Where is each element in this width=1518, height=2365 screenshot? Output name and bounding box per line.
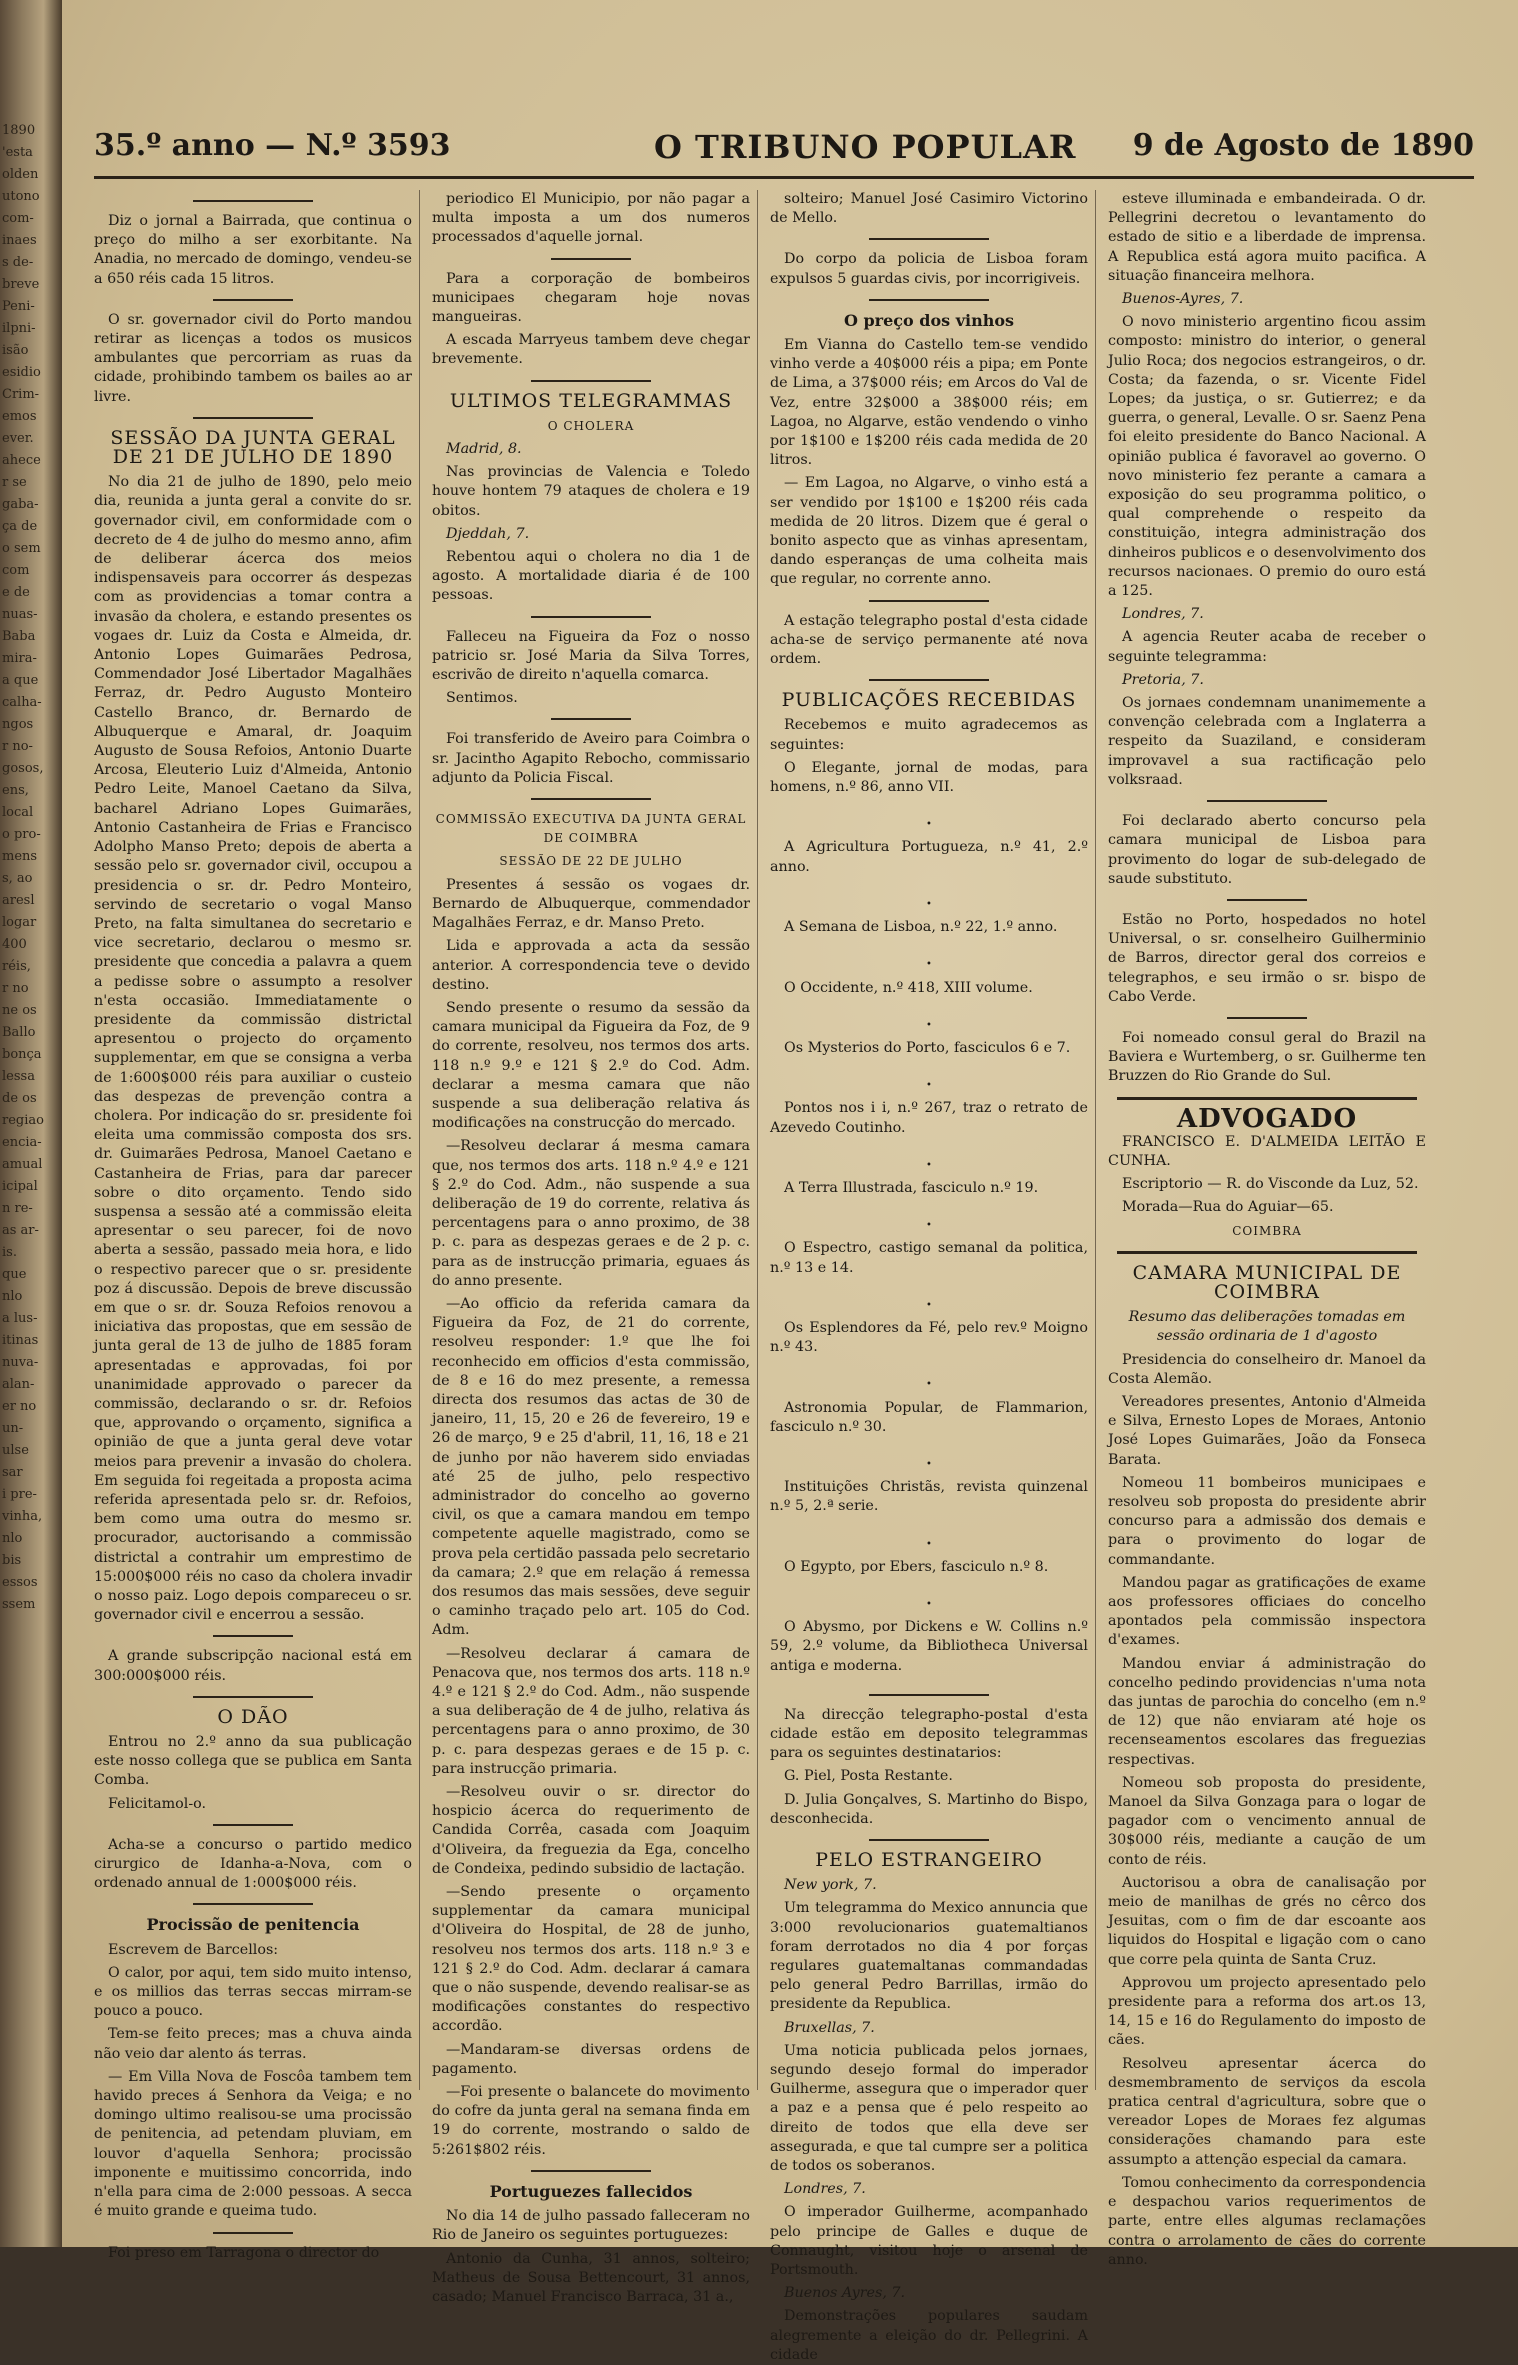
separator [1207, 800, 1327, 802]
subheading-camara: Resumo das deliberações tomadas em sessão ordinaria de 1 d'agosto [1128, 1309, 1406, 1345]
spine-line: i pre- [2, 1487, 37, 1502]
article-estacao: A estação telegrapho postal d'esta cidade acha-se de serviço permanente até nova ordem. [770, 612, 1088, 668]
article-camara-4: Mandou pagar as gratificações de exame aos professores officiaes do concelho apontados pela commissão inspectora d'exames. [1108, 1574, 1426, 1649]
foreign-place-newyork: New york, 7. [784, 1877, 877, 1894]
spine-line: olden [2, 167, 39, 182]
foreign-newyork: Um telegramma do Mexico annuncia que 3:000 revolucionarios guatemaltianos foram derrotados no dia 4 por forças regulares guatemaltanas commandadas pelo general Pedro Barrillas, irmão do presidente da Republica. [770, 1900, 1088, 2013]
article-ce-1: Presentes á sessão os vogaes dr. Bernardo de Albuquerque, commendador Magalhães Ferraz, e dr. Manso Preto. [432, 876, 750, 932]
spine-line: 1890 [2, 123, 36, 138]
separator [869, 299, 989, 301]
foreign-ministerio: O novo ministerio argentino ficou assim composto: ministro do interior, o general Julio Roca; dos negocios estrangeiros, o dr. Costa; da fazenda, o sr. Vicente Fidel Lopes; da justiça, o sr. Gutierrez; e da guerra, o general, Levalle. O sr. Saenz Pena foi eleito presidente do Banco Nacional. A opinião publica é favoravel ao governo. O novo ministerio fez perante a camara a exposição do seu programma politico, o qual comprehende o respeito da constituição, integra administração dos dinheiros publicos e o desenvolvimento dos recursos nacionaes. O premio do ouro está a 125. [1108, 314, 1426, 600]
bullet-separator: • [926, 1598, 932, 1610]
article-policia: Do corpo da policia de Lisboa foram expulsos 5 guardas civis, por incorrigiveis. [770, 251, 1088, 287]
article-ce-6: —Resolveu declarar á camara de Penacova que, nos termos dos arts. 118 n.º 4.º e 121 § 2.º do Cod. Adm., não suspende a sua deliberação de 4 de julho, relativa ás percentagens para o anno proximo, de 30 p. c. para despezas geraes e de 15 p. c. para instrucção primaria. [432, 1645, 750, 1777]
article-falleceu: Falleceu na Figueira da Foz o nosso patricio sr. José Maria da Silva Torres, escrivão de direito n'aquella comarca. [432, 628, 750, 684]
bullet-separator: • [926, 1019, 932, 1031]
separator [193, 200, 313, 202]
ad-advogado-name: FRANCISCO E. D'ALMEIDA LEITÃO E CUNHA. [1108, 1133, 1426, 1169]
telegram-place-madrid: Madrid, 8. [446, 441, 522, 458]
article-casimiro: solteiro; Manuel José Casimiro Victorino de Mello. [770, 191, 1088, 227]
foreign-place-buenos-ayres-2: Buenos-Ayres, 7. [1122, 291, 1244, 308]
separator [531, 2170, 651, 2172]
article-publicacoes-intro: Recebemos e muito agradecemos as seguintes: [770, 717, 1088, 753]
spine-line: com [2, 563, 30, 578]
ad-advogado-city: COIMBRA [1232, 1223, 1302, 1238]
foreign-place-londres: Londres, 7. [784, 2181, 866, 2198]
article-telegrammas-deposito: Na direcção telegrapho-postal d'esta cidade estão em deposito telegrammas para os seguintes destinatarios: [770, 1706, 1088, 1762]
spine-line: amual [2, 1157, 43, 1172]
publication-item: Astronomia Popular, de Flammarion, fasciculo n.º 30. [770, 1399, 1088, 1435]
publication-item: O Espectro, castigo semanal da politica, n.º 13 e 14. [770, 1240, 1088, 1276]
issue-number: 35.º anno — N.º 3593 [94, 128, 451, 163]
spine-line: isão [2, 343, 29, 358]
article-camara-1: Presidencia do conselheiro dr. Manoel da Costa Alemão. [1108, 1351, 1426, 1387]
separator [869, 1839, 989, 1841]
spine-line: ça de [2, 519, 38, 534]
separator [869, 600, 989, 602]
spine-line: a que [2, 673, 39, 688]
article-camara-3: Nomeou 11 bombeiros municipaes e resolveu sob proposta do presidente abrir concurso para a admissão dos demais e para o provimento do logar de commandante. [1108, 1474, 1426, 1568]
publication-item: A Terra Illustrada, fasciculo n.º 19. [784, 1179, 1039, 1196]
spine-line: nlo [2, 1531, 23, 1546]
spine-line: a lus- [2, 1311, 38, 1326]
article-barcellos-intro: Escrevem de Barcellos: [108, 1941, 279, 1958]
separator [213, 299, 293, 301]
spine-line: mens [2, 849, 38, 864]
separator [531, 798, 651, 800]
spine-line: inaes [2, 233, 37, 248]
spine-line: ilpni- [2, 321, 36, 336]
article-milho: Diz o jornal a Bairrada, que continua o preço do milho a ser exorbitante. Na Anadia, no mercado de domingo, vendeu-se a 650 réis cada 15 litros. [94, 213, 412, 287]
spine-line: gaba- [2, 497, 39, 512]
heading-estrangeiro: PELO ESTRANGEIRO [815, 1849, 1043, 1871]
spine-line: ever. [2, 431, 34, 446]
subheading-sessao-22: SESSÃO DE 22 DE JULHO [499, 854, 683, 869]
article-piel: G. Piel, Posta Restante. [784, 1768, 953, 1785]
column-3 [770, 190, 1088, 2363]
article-barcellos-1: O calor, por aqui, tem sido muito intenso, e os millios das terras seccas mirram-se pouco a pouco. [94, 1964, 412, 2020]
publication-item: A Agricultura Portugueza, n.º 41, 2.º anno. [770, 839, 1088, 875]
spine-line: icipal [2, 1179, 38, 1194]
foreign-reuter: A agencia Reuter acaba de receber o seguinte telegramma: [1108, 629, 1426, 665]
spine-line: r no [2, 981, 29, 996]
separator [869, 238, 989, 240]
heading-fallecidos: Portuguezes fallecidos [489, 2181, 693, 2201]
spine-line: com- [2, 211, 34, 226]
foreign-place-londres-2: Londres, 7. [1122, 606, 1204, 623]
separator [193, 1903, 313, 1905]
spine-line: 400 [2, 937, 27, 952]
spine-line: is. [2, 1245, 17, 1260]
bullet-separator: • [926, 898, 932, 910]
spine-line: nuas- [2, 607, 38, 622]
spine-line: o sem [2, 541, 41, 556]
heading-publicacoes: PUBLICAÇÕES RECEBIDAS [781, 689, 1077, 712]
article-fallecidos-1: No dia 14 de julho passado falleceram no Rio de Janeiro os seguintes portuguezes: [432, 2208, 750, 2244]
column-divider [419, 190, 420, 2090]
bullet-separator: • [926, 959, 932, 971]
article-junta-geral: No dia 21 de julho de 1890, pelo meio dia, reunida a junta geral a convite do sr. governador civil, em conformidade com o decreto de 4 de julho do mesmo anno, afim de deliberar ácerca dos meios indispensaveis para occorrer ás despezas com as providencias a tomar contra a invasão da cholera, e estando presentes os vogaes dr. Luiz da Costa e Almeida, dr. Antonio Lopes Guimarães Pedrosa, Commendador José Libertador Magalhães Ferraz, dr. Pedro Augusto Monteiro Castello Branco, dr. Bernardo de Albuquerque e Amaral, dr. Joaquim Augusto de Sousa Refoios, Antonio Duarte Arcosa, Eleuterio Luiz d'Almeida, Antonio Pedro Leite, Manoel Caetano da Silva, bacharel Adriano Lopes Guimarães, Antonio Castanheira de Frias e Francisco Adolpho Manso Preto; depois de aberta a sessão pelo sr. governador civil, occupou a presidencia o sr. dr. Pedro Monteiro, servindo de secretario o vogal Manso Preto, na falta simultanea do secretario e vice secretario, declarou o mesmo sr. presidente que concedia a palavra a quem a pedisse sobre o assumpto a resolver n'esta occasião. Immediatamente o presidente da commissão districtal apresentou o projecto do orçamento supplementar, em que se consigna a verba de 1:600$000 réis para auxiliar o custeio das despezas de prevenção contra a cholera. Por indicação do sr. presidente foi eleita uma commissão composta dos srs. dr. Guimarães Pedrosa, Manoel Caetano e Castanheira de Frias, para dar parecer sobre o dito orçamento. Tendo sido suspensa a sessão até a commissão eleita apresentar o seu parecer, foi de novo aberta a sessão, passado meia hora, e lido o respectivo parecer que o sr. presidente poz á discussão. Depois de breve discussão em que o sr. dr. Souza Refoios renovou a iniciativa das propostas, que em sessão de junta geral de 13 de julho de 1885 foram apresentadas e approvadas, foi por unanimidade approvado o parecer da commissão, declarando o sr. dr. Refoios que, approvando o orçamento, significa a opinião de que a junta geral deve votar meios para prevenir a invasão do cholera. Em seguida foi regeitada a proposta acima referida apresentada pelo sr. dr. Refoios, bem como uma outra do mesmo sr. procurador, auctorisando a commissão districtal a contrahir um emprestimo de 15:000$000 réis no caso da cholera invadir o nosso paiz. Logo depois compareceu o sr. governador civil e encerrou a sessão. [94, 474, 412, 1624]
foreign-place-pretoria: Pretoria, 7. [1122, 671, 1204, 688]
spine-line: ne os [2, 1003, 37, 1018]
article-ce-3: Sendo presente o resumo da sessão da camara municipal da Figueira da Foz, de 9 do corrente, resolveu, nos termos dos arts. 118 n.º 9.º e 121 § 2.º do Cod. Adm. declarar a mesma camara que não suspende a sua deliberação relativa ás modificações na construcção do mercado. [432, 999, 750, 1132]
heading-telegrammas: ULTIMOS TELEGRAMMAS [449, 389, 733, 412]
article-governador: O sr. governador civil do Porto mandou retirar as licenças a todos os musicos ambulantes que percorriam as ruas da cidade, prohibindo tambem os bailes ao ar livre. [94, 311, 412, 405]
article-camara-5: Mandou enviar á administração do concelho pedindo providencias n'uma nota das juntas de parochia do concelho (em n.º de 12) que não enviaram até hoje os recenseamentos escolares das freguezias respectivas. [1108, 1655, 1426, 1768]
spine-line: gosos, [2, 761, 44, 776]
spine-line: logar [2, 915, 37, 930]
article-concurso-idanha: Acha-se a concurso o partido medico cirurgico de Idanha-a-Nova, com o ordenado annual de 1:000$000 réis. [94, 1836, 412, 1892]
telegram-madrid: Nas provincias de Valencia e Toledo houve hontem 79 ataques de cholera e 19 obitos. [432, 464, 750, 519]
foreign-pretoria: Os jornaes condemnam unanimemente a convenção celebrada com a Inglaterra a respeito da Suaziland, e consideram improvavel a sua ractificação pelo volksraad. [1108, 695, 1426, 788]
article-ce-2: Lida e approvada a acta da sessão anterior. A correspondencia teve o devido destino. [432, 938, 750, 993]
foreign-londres: O imperador Guilherme, acompanhado pelo principe de Galles e duque de Connaught, visitou hoje o arsenal de Portsmouth. [770, 2204, 1088, 2279]
article-camara-10: Tomou conhecimento da correspondencia e despachou varios requerimentos de parte, entre elles algumas reclamações contra o arrolamento de cães do corrente anno. [1108, 2174, 1426, 2268]
spine-line: r no- [2, 739, 33, 754]
spine-line: local [2, 805, 34, 820]
spine-line: un- [2, 1421, 24, 1436]
heading-camara-coimbra: CAMARA MUNICIPAL DE COIMBRA [1132, 1261, 1402, 1303]
separator [213, 2232, 293, 2234]
article-hotel-universal: Estão no Porto, hospedados no hotel Universal, o sr. conselheiro Guilherminio de Barros, director geral dos correios e telegraphos, e seu irmão o sr. bispo de Cabo Verde. [1108, 911, 1426, 1005]
spine-line: r se [2, 475, 27, 490]
telegram-place-djeddah: Djeddah, 7. [446, 525, 530, 542]
bullet-separator: • [926, 1159, 932, 1171]
column-divider [1095, 190, 1096, 2090]
article-julia: D. Julia Gonçalves, S. Martinho do Bispo, desconhecida. [770, 1791, 1088, 1827]
spine-line: aresl [2, 893, 35, 908]
article-subscripcao: A grande subscripção nacional está em 300:000$000 réis. [94, 1648, 412, 1684]
article-ce-5: —Ao officio da referida camara da Figueira da Foz, de 21 do corrente, resolveu responder: 1.º que lhe foi reconhecido em officios d'esta commissão, de 8 e 16 do mez presente, a remessa directa dos resumos das actas de 30 de janeiro, 11, 15, 20 e 26 de fevereiro, 19 e 26 de março, 9 e 25 d'abril, 11, 16, 18 e 21 de junho por não haverem sido enviadas até 25 de julho, pelo respectivo administrador do concelho ao governo civil, os que a camara mandou em tempo competente aquelle magistrado, como se prova pela certidão passada pelo secretario da camara; 2.º que em relação á remessa dos resumos das mais sessões, deve seguir o caminho traçado pelo art. 105 do Cod. Adm. [432, 1295, 750, 1639]
article-barcellos-2: Tem-se feito preces; mas a chuva ainda não veio dar alento ás terras. [94, 2026, 412, 2062]
article-consul: Foi nomeado consul geral do Brazil na Baviera e Wurtemberg, o sr. Guilherme ten Bruzzen do Rio Grande do Sul. [1108, 1029, 1426, 1085]
bullet-separator: • [926, 819, 932, 831]
article-ce-4: —Resolveu declarar á mesma camara que, nos termos dos arts. 118 n.º 4.º e 121 § 2.º do Cod. Adm., não suspende a sua deliberação de 19 do corrente, relativa ás percentagens para o anno proximo, de 38 p. c. para as despezas geraes e de 2 p. c. para as de instrucção primaria, eguaes ás do anno presente. [432, 1138, 750, 1289]
newspaper-page [62, 0, 1518, 2363]
article-ce-9: —Mandaram-se diversas ordens de pagamento. [432, 2041, 750, 2077]
separator [213, 1824, 293, 1826]
spine-line: encia- [2, 1135, 42, 1150]
ad-advogado-home: Morada—Rua do Aguiar—65. [1122, 1199, 1334, 1216]
spine-line: er no [2, 1399, 37, 1414]
publication-item: O Egypto, por Ebers, fasciculo n.º 8. [784, 1558, 1049, 1575]
masthead [94, 120, 1474, 180]
spine-line: n re- [2, 1201, 33, 1216]
issue-date: 9 de Agosto de 1890 [1132, 128, 1474, 163]
ad-advogado-office: Escriptorio — R. do Visconde da Luz, 52. [1122, 1176, 1419, 1193]
telegram-djeddah: Rebentou aqui o cholera no dia 1 de agosto. A mortalidade diaria é de 100 pessoas. [432, 549, 750, 604]
publication-item: Pontos nos i i, n.º 267, traz o retrato de Azevedo Coutinho. [770, 1100, 1088, 1136]
article-o-dao: Entrou no 2.º anno da sua publicação este nosso collega que se publica em Santa Comba. [94, 1734, 412, 1789]
foreign-place-buenos-ayres: Buenos Ayres, 7. [784, 2285, 906, 2302]
bullet-separator: • [926, 1458, 932, 1470]
article-tarragona: Foi preso em Tarragona o director do [108, 2244, 380, 2261]
spine-line: ulse [2, 1443, 29, 1458]
adjacent-page-spine [0, 0, 62, 2247]
spine-line: ssem [2, 1597, 36, 1612]
spine-line: as ar- [2, 1223, 39, 1238]
foreign-place-bruxellas: Bruxellas, 7. [784, 2019, 875, 2036]
article-camara-9: Resolveu apresentar ácerca do desmembramento de serviços da escola pratica central d'agricultura, sobre que o vereador Lopes de Moraes fez algumas considerações chamando para este assumpto a attenção especial da camara. [1108, 2055, 1426, 2168]
separator [193, 417, 313, 419]
spine-line: emos [2, 409, 37, 424]
publication-item: Os Esplendores da Fé, pelo rev.º Moigno n.º 43. [770, 1319, 1088, 1356]
bullet-separator: • [926, 1080, 932, 1092]
publication-item: Os Mysterios do Porto, fasciculos 6 e 7. [784, 1039, 1071, 1056]
spine-line: utono [2, 189, 40, 204]
separator [869, 1694, 989, 1696]
publication-item: O Occidente, n.º 418, XIII volume. [784, 979, 1033, 996]
article-camara-7: Auctorisou a obra de canalisação por meio de manilhas de grés no cêrco dos Jesuitas, com o fim de dar escoante aos liquidos do Hospital e ligação com o cano que corre pela quinta de Santa Cruz. [1108, 1874, 1426, 1968]
bullet-separator: • [926, 1538, 932, 1550]
article-ce-10: —Foi presente o balancete do movimento do cofre da junta geral na semana finda em 19 do corrente, mostrando o saldo de 5:261$802 réis. [432, 2084, 750, 2158]
separator [551, 258, 631, 260]
spine-line: bonça [2, 1047, 42, 1062]
spine-line: sar [2, 1465, 23, 1480]
subheading-cholera: O CHOLERA [547, 418, 635, 433]
separator [531, 380, 651, 382]
separator [193, 1696, 313, 1698]
spine-line: Baba [2, 629, 36, 644]
spine-line: mira- [2, 651, 37, 666]
spine-line: 'esta [2, 145, 33, 160]
column-4 [1108, 190, 1426, 2268]
masthead-rule [94, 176, 1474, 179]
spine-line: ngos [2, 717, 34, 732]
spine-line: s, ao [2, 871, 33, 886]
spine-line: nuva- [2, 1355, 39, 1370]
spine-line: ahece [2, 453, 41, 468]
spine-line: vinha, [2, 1509, 43, 1524]
spine-line: alan- [2, 1377, 35, 1392]
spine-line: s de- [2, 255, 34, 270]
foreign-buenos-ayres: Demonstrações populares saudam alegremente a eleição do dr. Pellegrini. A cidade [770, 2308, 1088, 2363]
spine-line: calha- [2, 695, 42, 710]
spine-line: réis, [2, 959, 31, 974]
publications-list [770, 759, 1088, 1676]
article-vinhos-1: Em Vianna do Castello tem-se vendido vinho verde a 40$000 réis a pipa; em Ponte de Lima, a 37$000 réis; em Arcos do Val de Vez, entre 32$000 a 38$000 réis; em Lagoa, no Algarve, estão vendendo o vinho por 1$100 e 1$200 réis cada medida de 20 litros. [770, 337, 1088, 469]
foreign-bruxellas: Uma noticia publicada pelos jornaes, segundo desejo formal do imperador Guilherme, assegura que o imperador quer a paz e a pensa que é pelo respeito ao direito de todos que ella deve ser assegurada, e que tal cumpre ser a politica de todos os soberanos. [770, 2042, 1088, 2175]
article-ce-7: —Resolveu ouvir o sr. director do hospicio ácerca do requerimento de Candida Corrêa, casada com Joaquim d'Oliveira, da freguezia da Ega, concelho de Condeixa, pedindo subsidio de lactação. [432, 1784, 750, 1877]
article-transferido: Foi transferido de Aveiro para Coimbra o sr. Jacintho Agapito Rebocho, commissario adjunto da Policia Fiscal. [432, 731, 750, 786]
separator [551, 718, 631, 720]
article-sentimos: Sentimos. [446, 690, 518, 707]
adjacent-page-text [0, 120, 62, 1616]
spine-line: regiao [2, 1113, 44, 1128]
spine-line: o pro- [2, 827, 41, 842]
article-escada: A escada Marryeus tambem deve chegar brevemente. [432, 332, 750, 368]
spine-line: itinas [2, 1333, 39, 1348]
separator [531, 616, 651, 618]
heading-commissao-executiva: COMMISSÃO EXECUTIVA DA JUNTA GERAL DE COIMBRA [435, 812, 747, 846]
spine-line: essos [2, 1575, 38, 1590]
newspaper-title: O TRIBUNO POPULAR [654, 128, 1077, 166]
article-camara-6: Nomeou sob proposta do presidente, Manoel da Silva Gonzaga para o logar de pagador com o vencimento annual de 30$000 réis, mediante a caução de um conto de réis. [1108, 1774, 1426, 1868]
article-bombeiros: Para a corporação de bombeiros municipaes chegaram hoje novas mangueiras. [432, 270, 750, 326]
separator [213, 1635, 293, 1637]
publication-item: A Semana de Lisboa, n.º 22, 1.º anno. [784, 919, 1058, 936]
spine-line: Crim- [2, 387, 40, 402]
spine-line: esidio [2, 365, 41, 380]
publication-item: O Abysmo, por Dickens e W. Collins n.º 59, 2.º volume, da Bibliotheca Universal antiga e moderna. [770, 1619, 1088, 1674]
spine-line: ens, [2, 783, 29, 798]
article-el-municipio: periodico El Municipio, por não pagar a multa imposta a um dos numeros processados d'aquelle jornal. [432, 191, 750, 246]
spine-line: que [2, 1267, 27, 1282]
spine-line: de os [2, 1091, 37, 1106]
article-camara-2: Vereadores presentes, Antonio d'Almeida e Silva, Ernesto Lopes de Moraes, Antonio José Lopes Guimarães, João da Fonseca Barata. [1108, 1393, 1426, 1468]
heading-preco-vinhos: O preço dos vinhos [843, 310, 1015, 330]
article-ce-8: —Sendo presente o orçamento supplementar da camara municipal d'Oliveira do Hospital, de 28 de junho, resolveu nos termos dos arts. 118 n.º 3 e 121 § 2.º do Cod. Adm. declarar á camara que o não suspende, devendo realisar-se as modificações constantes do respectivo accordão. [432, 1884, 750, 2035]
spine-line: Peni- [2, 299, 35, 314]
publication-item: O Elegante, jornal de modas, para homens, n.º 86, anno VII. [770, 759, 1088, 796]
separator [869, 679, 989, 681]
spine-line: Ballo [2, 1025, 36, 1040]
spine-line: e de [2, 585, 30, 600]
column-2 [432, 190, 750, 2305]
publication-item: Instituições Christãs, revista quinzenal n.º 5, 2.ª serie. [770, 1479, 1088, 1515]
spine-line: breve [2, 277, 40, 292]
heading-junta-geral: SESSÃO DA JUNTA GERAL DE 21 DE JULHO DE 1890 [110, 426, 396, 469]
separator [1117, 1251, 1417, 1254]
article-camara-8: Approvou um projecto apresentado pelo presidente para a reforma dos art.os 13, 14, 15 e 16 do Regulamento do imposto de cães. [1108, 1974, 1426, 2049]
separator [1117, 1097, 1417, 1100]
article-foscoa: — Em Villa Nova de Foscôa tambem tem havido preces á Senhora da Veiga; e no domingo ultimo realisou-se uma procissão de penitencia, ad petendam pluviam, em louvor d'aquella Senhora; procissão imponente e muitissimo concorrida, indo n'ella para cima de 2:000 pessoas. A secca é muito grande e queima tudo. [94, 2068, 412, 2220]
article-felicitamol: Felicitamol-o. [108, 1795, 207, 1812]
heading-procissao: Procissão de penitencia [146, 1915, 360, 1935]
article-vinhos-2: — Em Lagoa, no Algarve, o vinho está a ser vendido por 1$100 e 1$200 réis cada medida de 20 litros. Dizem que é geral o bonito aspecto que as vinhas apresentam, dando esperanças de uma colheita mais que regular, no corrente anno. [770, 475, 1088, 588]
spine-line: lessa [2, 1069, 35, 1084]
article-concurso-lisboa: Foi declarado aberto concurso pela camara municipal de Lisboa para provimento do logar de sub-delegado de saude substituto. [1108, 813, 1426, 887]
bullet-separator: • [926, 1299, 932, 1311]
article-pellegrini: esteve illuminada e embandeirada. O dr. Pellegrini decretou o levantamento do estado de sitio e a liberdade de imprensa. A Republica está agora muito pacifica. A situação financeira melhora. [1108, 191, 1426, 284]
bullet-separator: • [926, 1220, 932, 1232]
bullet-separator: • [926, 1379, 932, 1391]
column-1 [94, 190, 412, 2261]
spine-line: nlo [2, 1289, 23, 1304]
column-divider [757, 190, 758, 2090]
separator [1227, 1017, 1307, 1019]
separator [1227, 899, 1307, 901]
ad-advogado-title: ADVOGADO [1176, 1103, 1358, 1134]
heading-o-dao: O DÃO [217, 1705, 289, 1728]
spine-line: bis [2, 1553, 22, 1568]
article-fallecidos-2: Antonio da Cunha, 31 annos, solteiro; Matheus de Sousa Bettencourt, 31 annos, casado; Manuel Francisco Barraca, 31 a., [432, 2250, 750, 2305]
